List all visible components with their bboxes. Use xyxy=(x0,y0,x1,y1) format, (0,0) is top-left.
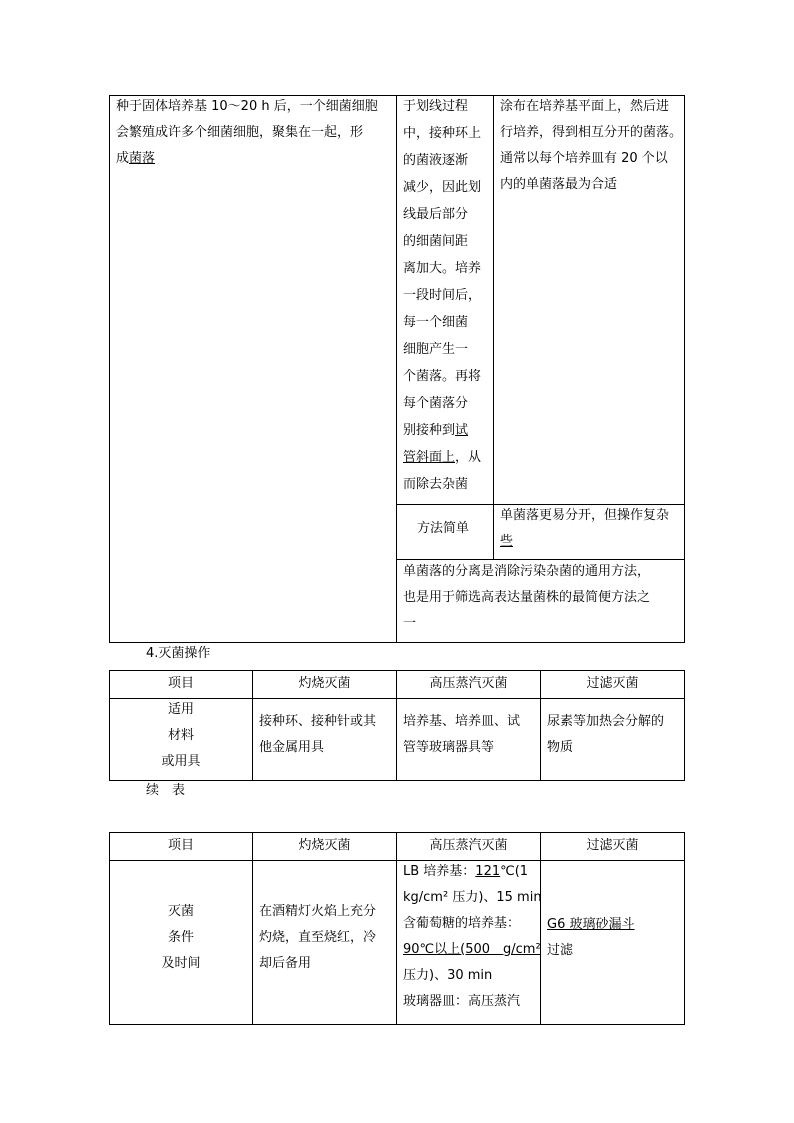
header-item: 项目 xyxy=(167,676,194,691)
filter-line-1: 尿素等加热会分解的 xyxy=(547,714,665,729)
top-col3-line-4: 内的单菌落最为合适 xyxy=(500,177,618,192)
cont-header-steam: 高压蒸汽灭菌 xyxy=(429,838,508,853)
top-col2-after-b: ，从 xyxy=(455,450,482,465)
cont-flame-line-1: 在酒精灯火焰上充分 xyxy=(259,904,377,919)
cont-header-item: 项目 xyxy=(167,838,194,853)
top-col3-line-2: 行培养，得到相互分开的菌落。 xyxy=(500,125,683,140)
top-col2-underlined-b: 管斜面上 xyxy=(403,450,456,465)
flame-line-2: 他金属用具 xyxy=(259,740,325,755)
cont-filter-line-1: G6 玻璃砂漏斗 xyxy=(547,917,635,932)
section-title: 4.灭菌操作 xyxy=(146,646,211,661)
top-col2-line-3: 的菌液逐渐 xyxy=(403,153,469,168)
row-label-line-2: 材料 xyxy=(167,728,194,743)
cont-steam-l1-prefix: LB 培养基： xyxy=(403,864,476,879)
top-col2-line-13-text: 别接种到 xyxy=(403,423,456,438)
top-col2-line-15: 而除去杂菌 xyxy=(403,477,469,492)
advantage-b-underlined: 些 xyxy=(500,534,514,549)
steam-line-1: 培养基、培养皿、试 xyxy=(403,714,521,729)
cont-header-filter: 过滤灭菌 xyxy=(586,838,639,853)
cont-steam-line-3: 含葡萄糖的培养基： xyxy=(403,916,521,931)
cont-row-label-line-2: 条件 xyxy=(167,930,194,945)
top-col2-line-1: 于划线过程 xyxy=(403,99,469,114)
filter-line-2: 物质 xyxy=(547,740,574,755)
top-col3-line-3: 通常以每个培养皿有 20 个以 xyxy=(500,151,668,166)
top-col2-line-5: 线最后部分 xyxy=(403,207,469,222)
top-col2-line-11: 个菌落。再将 xyxy=(403,369,482,384)
cont-flame-line-2: 灼烧，直至烧红，冷 xyxy=(259,930,377,945)
top-col2-line-8: 一段时间后， xyxy=(403,288,482,303)
top-col1-line-2: 会繁殖成许多个细菌细胞，聚集在一起，形 xyxy=(116,125,364,140)
top-col2-line-2: 中，接种环上 xyxy=(403,126,482,141)
top-col2-line-4: 减少，因此划 xyxy=(403,180,482,195)
top-col1-underlined-term: 菌落 xyxy=(129,151,156,166)
header-flame: 灼烧灭菌 xyxy=(298,676,351,691)
cont-filter-line-2: 过滤 xyxy=(547,943,574,958)
advantage-a: 方法简单 xyxy=(417,521,470,536)
top-col2-line-10: 细胞产生一 xyxy=(403,342,469,357)
cont-steam-l1-underlined: 121 xyxy=(475,864,501,879)
top-col1-line-3 xyxy=(116,146,155,172)
cont-steam-line-1 xyxy=(403,859,528,885)
cont-steam-line-4: 90℃以上(500 g/cm² xyxy=(403,942,541,957)
top-col1-line-1: 种于固体培养基 10～20 h 后，一个细菌细胞 xyxy=(116,99,378,114)
cont-header-flame: 灼烧灭菌 xyxy=(298,838,351,853)
cont-flame-line-3: 却后备用 xyxy=(259,956,312,971)
header-steam: 高压蒸汽灭菌 xyxy=(429,676,508,691)
top-col3-line-1: 涂布在培养基平面上，然后进 xyxy=(500,99,670,114)
row-label-line-3: 或用具 xyxy=(161,754,201,769)
top-col2-line-7: 离加大。培养 xyxy=(403,261,482,276)
top-col2-line-13 xyxy=(403,418,468,444)
advantage-b-line-1: 单菌落更易分开，但操作复杂 xyxy=(500,508,670,523)
cont-steam-line-6: 玻璃器皿：高压蒸汽 xyxy=(403,994,521,1009)
top-col2-line-12: 每个菌落分 xyxy=(403,396,469,411)
cont-steam-line-2: kg/cm² 压力)、15 min xyxy=(403,890,542,905)
top-col2-line-6: 的细菌间距 xyxy=(403,234,469,249)
cont-row-label-line-1: 灭菌 xyxy=(167,904,194,919)
steam-line-2: 管等玻璃器具等 xyxy=(403,740,495,755)
top-col2-underlined-a: 试 xyxy=(455,423,469,438)
cont-row-label-line-3: 及时间 xyxy=(161,956,201,971)
continued-label: 续 表 xyxy=(146,783,186,798)
flame-line-1: 接种环、接种针或其 xyxy=(259,714,377,729)
summary-line-1: 单菌落的分离是消除污染杂菌的通用方法， xyxy=(403,564,651,579)
header-filter: 过滤灭菌 xyxy=(586,676,639,691)
summary-line-3: 一 xyxy=(403,616,417,631)
summary-line-2: 也是用于筛选高表达量菌株的最简便方法之 xyxy=(403,590,651,605)
cont-steam-line-5: 压力)、30 min xyxy=(403,968,493,983)
top-col1-prefix: 成 xyxy=(116,151,130,166)
top-col2-line-9: 每一个细菌 xyxy=(403,315,469,330)
top-col2-line-14 xyxy=(403,445,481,471)
row-label-line-1: 适用 xyxy=(167,702,194,717)
cont-steam-l1-suffix: ℃(1 xyxy=(500,864,529,879)
